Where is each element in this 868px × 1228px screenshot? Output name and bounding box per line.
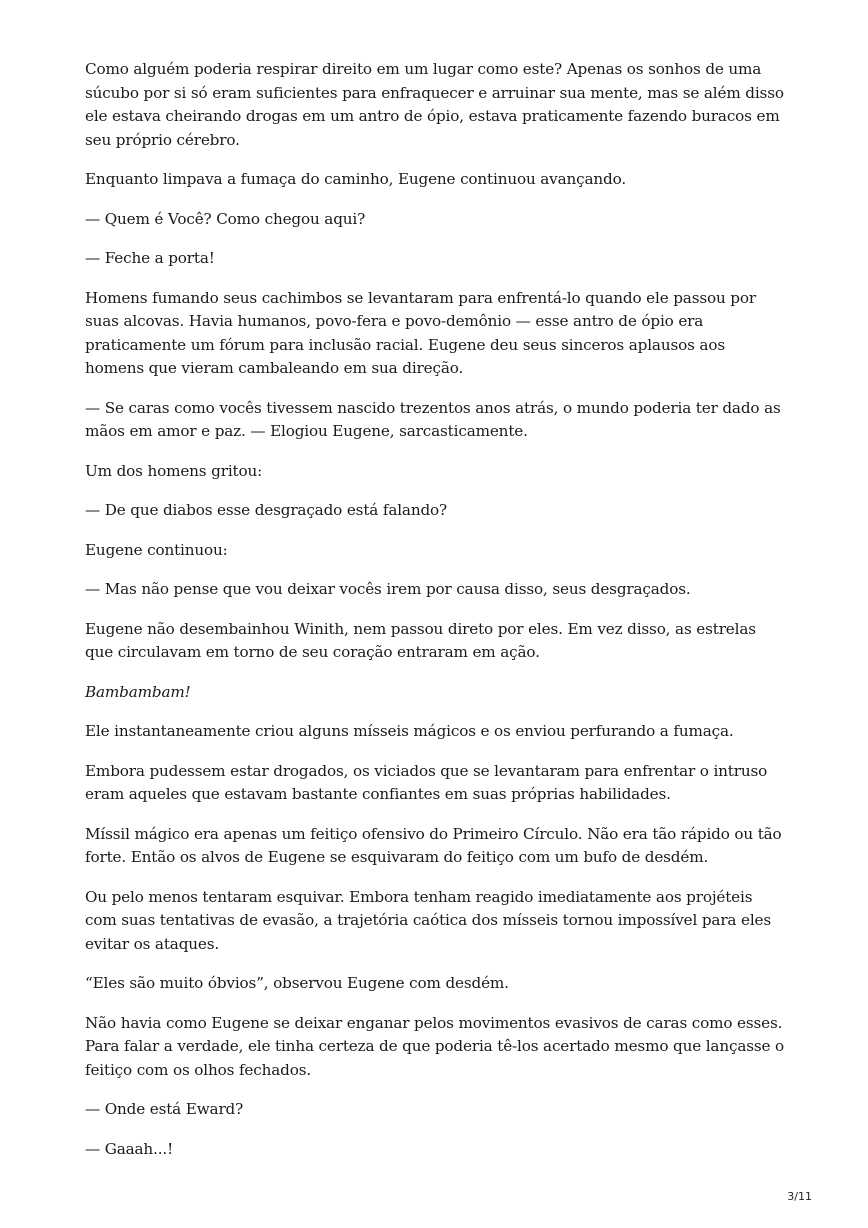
- dialogue-line: — De que diabos esse desgraçado está falando?: [85, 501, 448, 519]
- dialogue-line: — Mas não pense que vou deixar vocês irem por causa disso, seus desgraçados.: [85, 580, 691, 598]
- page-number: 3/11: [787, 1190, 812, 1203]
- paragraph: Embora pudessem estar drogados, os viciados que se levantaram para enfrentar o intruso eram aqueles que estavam bastante confiantes em suas próprias habilidades.: [85, 761, 768, 803]
- paragraph: Eugene não desembainhou Winith, nem passou direto por eles. Em vez disso, as estrelas que circulavam em torno de seu coração entraram em ação.: [85, 619, 756, 661]
- dialogue-line: — Feche a porta!: [85, 249, 215, 267]
- dialogue-line: — Quem é Você? Como chegou aqui?: [85, 209, 366, 228]
- dialogue-line: — Se caras como vocês tivessem nascido trezentos anos atrás, o mundo poderia ter dado as mãos em amor e paz. — Elogiou Eugene, sarcasticamente.: [85, 398, 781, 440]
- paragraph: Como alguém poderia respirar direito em um lugar como este? Apenas os sonhos de uma súcubo por si só eram suficientes para enfraquecer e arruinar sua mente, mas se além disso ele estava cheirando drogas em um antro de ópio, estava praticamente fazendo buracos em seu próprio cérebro.: [85, 60, 784, 149]
- document-body: [85, 58, 785, 1177]
- quoted-thought: “Eles são muito óbvios”, observou Eugene com desdém.: [85, 974, 509, 992]
- paragraph: Míssil mágico era apenas um feitiço ofensivo do Primeiro Círculo. Não era tão rápido ou tão forte. Então os alvos de Eugene se esquivaram do feitiço com um bufo de desdém.: [85, 824, 782, 866]
- paragraph: Homens fumando seus cachimbos se levantaram para enfrentá-lo quando ele passou por suas alcovas. Havia humanos, povo-fera e povo-demônio — esse antro de ópio era praticamente um fórum para inclusão racial. Eugene deu seus sinceros aplausos aos homens que vieram cambaleando em sua direção.: [85, 288, 756, 377]
- paragraph: Eugene continuou:: [85, 540, 228, 559]
- sound-effect: Bambambam!: [85, 682, 191, 701]
- paragraph: Enquanto limpava a fumaça do caminho, Eugene continuou avançando.: [85, 170, 627, 188]
- dialogue-line: — Onde está Eward?: [85, 1100, 244, 1118]
- dialogue-line: — Gaaah...!: [85, 1139, 174, 1158]
- paragraph: Não havia como Eugene se deixar enganar pelos movimentos evasivos de caras como esses. Para falar a verdade, ele tinha certeza de que poderia tê-los acertado mesmo que lançasse o feitiço com os olhos fechados.: [85, 1013, 785, 1079]
- paragraph: Um dos homens gritou:: [85, 461, 263, 480]
- paragraph: Ou pelo menos tentaram esquivar. Embora tenham reagido imediatamente aos projéteis com suas tentativas de evasão, a trajetória caótica dos mísseis tornou impossível para eles evitar os ataques.: [85, 887, 772, 953]
- paragraph: Ele instantaneamente criou alguns mísseis mágicos e os enviou perfurando a fumaça.: [85, 722, 734, 740]
